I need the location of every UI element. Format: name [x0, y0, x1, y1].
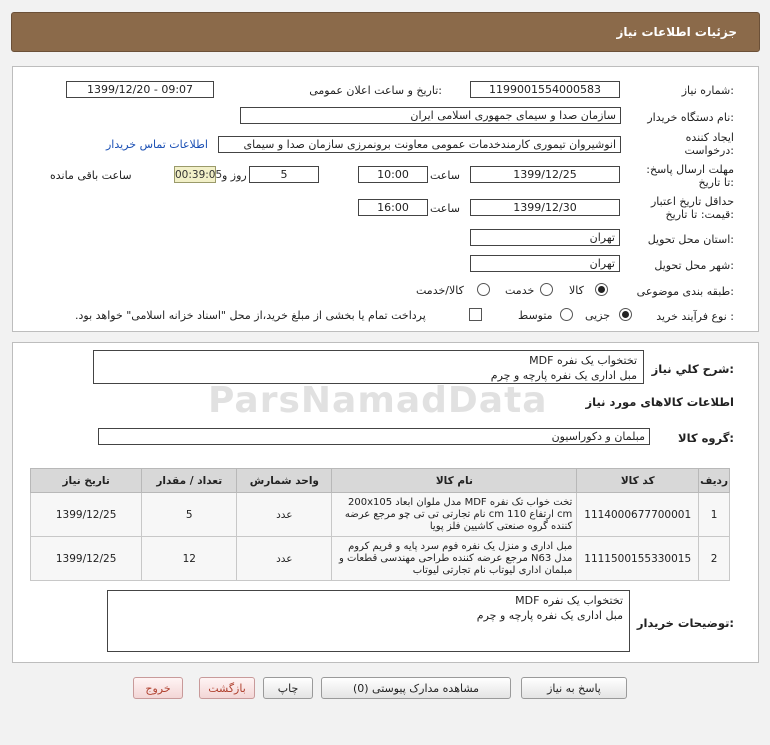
- process-minor-label: جزیی: [585, 309, 611, 322]
- page-title-bar: [11, 12, 760, 52]
- goods-group-field: مبلمان و دکوراسیون: [98, 428, 650, 445]
- reply-deadline-label: مهلت ارسال پاسخ: تا تاریخ:: [646, 163, 734, 189]
- price-deadline-label: حداقل تاریخ اعتبار قیمت: تا تاریخ:: [650, 195, 734, 221]
- price-time-field: 16:00: [358, 199, 428, 216]
- category-service-label: خدمت: [505, 284, 535, 297]
- buyer-notes-line-1: تختخواب یک نفره MDF: [515, 594, 623, 607]
- category-goods-service-label: کالا/خدمت: [416, 284, 464, 297]
- reply-time-label: ساعت: [430, 169, 460, 182]
- summary-line-2: مبل اداری یک نفره پارچه و چرم: [490, 369, 637, 382]
- price-time-label: ساعت: [430, 202, 460, 215]
- col-row: ردیف: [699, 469, 730, 493]
- category-label: طبقه بندی موضوعی:: [636, 285, 734, 298]
- exit-button[interactable]: خروج: [133, 677, 183, 699]
- price-date-field: 1399/12/30: [470, 199, 620, 216]
- remaining-time-label: ساعت باقی مانده: [50, 169, 132, 182]
- cell-qty: 12: [142, 537, 237, 581]
- buyer-org-label: نام دستگاه خریدار:: [647, 111, 734, 124]
- treasury-payment-checkbox[interactable]: [469, 308, 482, 321]
- goods-section-title: اطلاعات کالاهای مورد نیاز: [585, 395, 734, 409]
- cell-code: 1111500155330015: [577, 537, 699, 581]
- need-number-label: شماره نیاز:: [681, 84, 734, 97]
- remaining-days-label: روز و: [222, 169, 247, 182]
- goods-table-header: [31, 469, 730, 493]
- cell-date: 1399/12/25: [31, 537, 142, 581]
- need-number-field: 1199001554000583: [470, 81, 620, 98]
- treasury-payment-note: پرداخت تمام یا بخشی از مبلغ خرید،از محل "اسناد خزانه اسلامی" خواهد بود.: [75, 309, 426, 322]
- creator-field: انوشیروان تیموری کارمندخدمات عمومی معاونت برونمرزی سازمان صدا و سیمای: [218, 136, 621, 153]
- province-field: تهران: [470, 229, 620, 246]
- remaining-time-timer: 00:39:05: [174, 166, 216, 183]
- contact-buyer-link[interactable]: اطلاعات تماس خریدار: [106, 138, 208, 151]
- cell-qty: 5: [142, 493, 237, 537]
- buyer-notes-label: توضیحات خریدار:: [636, 616, 734, 630]
- buyer-notes-line-2: مبل اداری یک نفره پارچه و چرم: [476, 609, 623, 622]
- goods-group-label: گروه کالا:: [678, 431, 734, 445]
- creator-label: ایجاد کننده درخواست:: [684, 131, 734, 157]
- cell-unit: عدد: [237, 493, 332, 537]
- summary-box: [93, 350, 644, 384]
- city-label: شهر محل تحویل:: [654, 259, 734, 272]
- process-type-label: نوع فرآیند خرید :: [656, 310, 734, 323]
- table-row: [31, 493, 730, 537]
- col-unit: واحد شمارش: [237, 469, 332, 493]
- reply-button[interactable]: پاسخ به نیاز: [521, 677, 627, 699]
- category-service-radio[interactable]: [540, 283, 553, 296]
- category-goods-label: کالا: [569, 284, 584, 297]
- announce-date-label: تاریخ و ساعت اعلان عمومی:: [309, 84, 442, 97]
- cell-row: 2: [699, 537, 730, 581]
- cell-unit: عدد: [237, 537, 332, 581]
- col-qty: تعداد / مقدار: [142, 469, 237, 493]
- cell-name: تخت خواب تک نفره MDF مدل ملوان ابعاد 200x105 cm ارتفاع 110 cm نام تجارتی تی تی چو مرجع عرضه کننده گروه صنعتی کاشیین فلز پویا: [332, 493, 577, 537]
- cell-date: 1399/12/25: [31, 493, 142, 537]
- col-date: تاریخ نیاز: [31, 469, 142, 493]
- remaining-days-field: 5: [249, 166, 319, 183]
- watermark-logo: ParsNamadData: [208, 380, 548, 421]
- table-row: [31, 537, 730, 581]
- announce-date-field: 1399/12/20 - 09:07: [66, 81, 214, 98]
- print-button[interactable]: چاپ: [263, 677, 313, 699]
- back-button[interactable]: بازگشت: [199, 677, 255, 699]
- cell-code: 1114000677700001: [577, 493, 699, 537]
- category-goods-radio[interactable]: [595, 283, 608, 296]
- city-field: تهران: [470, 255, 620, 272]
- reply-time-field: 10:00: [358, 166, 428, 183]
- province-label: استان محل تحویل:: [647, 233, 734, 246]
- category-goods-service-radio[interactable]: [477, 283, 490, 296]
- summary-label: شرح كلي نياز:: [651, 362, 734, 376]
- cell-name: مبل اداری و منزل یک نفره فوم سرد پایه و فریم کروم مدل N63 مرجع عرضه کننده طراحی مهندسی قطعات و مبلمان اداری لیوتاب نام تجارتی لیوتاب: [332, 537, 577, 581]
- page-title: جزئیات اطلاعات نیاز: [616, 25, 737, 39]
- buyer-notes-box: [107, 590, 630, 652]
- attachments-button[interactable]: مشاهده مدارک پیوستی (0): [321, 677, 511, 699]
- buyer-org-field: سازمان صدا و سیمای جمهوری اسلامی ایران: [240, 107, 621, 124]
- cell-row: 1: [699, 493, 730, 537]
- process-medium-radio[interactable]: [560, 308, 573, 321]
- reply-date-field: 1399/12/25: [470, 166, 620, 183]
- process-minor-radio[interactable]: [619, 308, 632, 321]
- goods-table: [30, 468, 730, 581]
- summary-line-1: تختخواب یک نفره MDF: [529, 354, 637, 367]
- process-medium-label: متوسط: [518, 309, 553, 322]
- col-code: کد کالا: [577, 469, 699, 493]
- col-name: نام کالا: [332, 469, 577, 493]
